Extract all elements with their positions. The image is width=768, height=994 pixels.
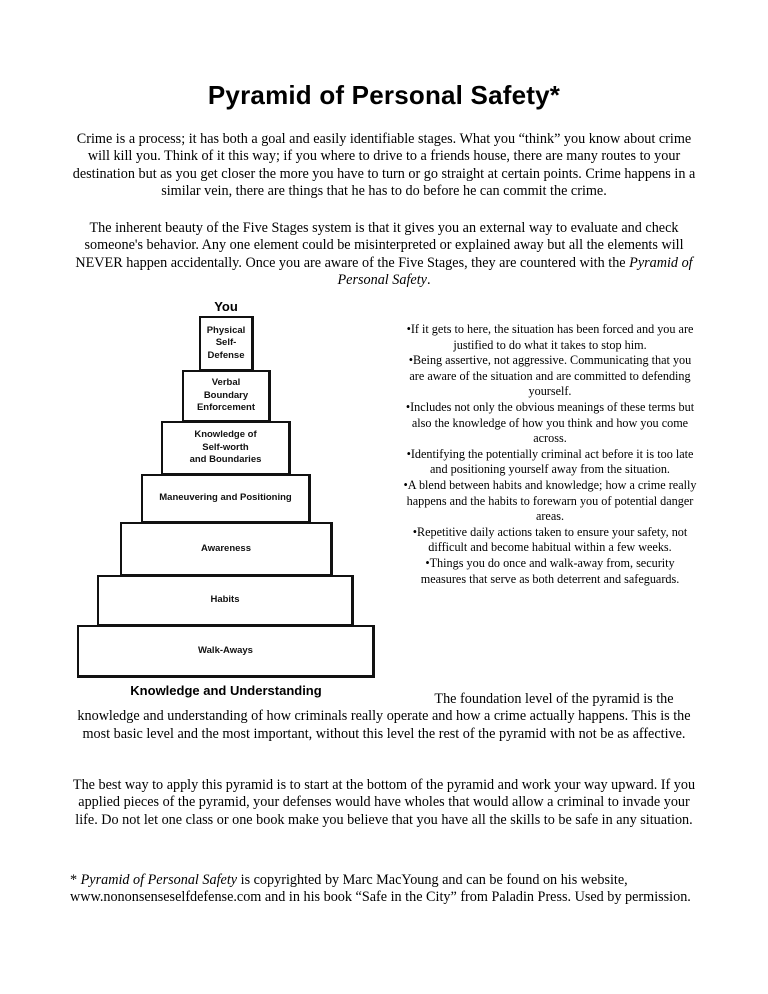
tier-physical-self-defense: Physical Self- Defense <box>199 316 254 372</box>
pyramid-bottom-label: Knowledge and Understanding <box>130 683 322 698</box>
description-walk-aways: •Things you do once and walk-away from, security measures that serve as both deterrent and safeguards. <box>420 555 680 586</box>
tier-verbal-boundary-enforcement: Verbal Boundary Enforcement <box>182 370 271 423</box>
foundation-lead: The foundation level of the pyramid is the <box>434 691 674 707</box>
tier-descriptions <box>402 322 698 587</box>
pyramid-top-label: You <box>214 299 238 314</box>
footnote-text: is copyrighted by Marc MacYoung and can be found on his website, www.nononsenseselfdefense.com and in his book “Safe in the City” from Paladin Press. Used by permission. <box>70 872 691 906</box>
description-knowledge-of-self-worth: •Includes not only the obvious meanings of these terms but also the knowledge of how you think and how you come across. <box>405 399 695 446</box>
tier-knowledge-of-self-worth: Knowledge of Self-worth and Boundaries <box>161 421 291 476</box>
footnote-star: * <box>70 872 81 888</box>
apply-paragraph: The best way to apply this pyramid is to start at the bottom of the pyramid and work your way upward. If you applied pieces of the pyramid, your defenses would have wholes that would allow a criminal to invade your life. Do not let one class or one book make you believe that you have all the skills to be safe in any situation. <box>72 777 696 828</box>
footnote <box>70 872 710 907</box>
description-physical-self-defense: •If it gets to here, the situation has been forced and you are justified to do what it takes to stop him. <box>406 322 694 352</box>
five-stages-end: . <box>426 272 431 289</box>
description-verbal-boundary-enforcement: •Being assertive, not aggressive. Communicating that you are aware of the situation and are committed to defending yourself. <box>408 353 692 399</box>
tier-maneuvering-and-positioning: Maneuvering and Positioning <box>141 474 311 524</box>
description-maneuvering-and-positioning: •Identifying the potentially criminal act before it is too late and positioning yourself away from the situation. <box>406 446 694 477</box>
pyramid-name-italic: Pyramid of Personal Safety <box>337 254 693 289</box>
tier-awareness: Awareness <box>120 522 333 577</box>
intro-paragraph: Crime is a process; it has both a goal and easily identifiable stages. What you “think” you know about crime will kill you. Think of it this way; if you where to drive to a friends house, there are many routes to your destination but as you get closer the more you have to turn or go straight at certain points. Crime happens in a similar vein, there are things that he has to do before he can commit the crime. <box>72 131 696 200</box>
foundation-rest: knowledge and understanding of how criminals really operate and how a crime actually happens. This is the most basic level and the most important, without this level the rest of the pyramid with not be as affective. <box>77 708 691 742</box>
description-awareness: •A blend between habits and knowledge; how a crime really happens and the habits to forewarn you of potential danger areas. <box>403 477 697 524</box>
tier-habits: Habits <box>97 575 354 627</box>
five-stages-paragraph <box>66 220 702 290</box>
five-stages-text: The inherent beauty of the Five Stages system is that it gives you an external way to evaluate and check someone's behavior. Any one element could be misinterpreted or explained away but all the elements will NEVER happen accidentally. Once you are aware of the Five Stages, they are countered with the <box>75 220 684 271</box>
description-habits: •Repetitive daily actions taken to ensure your safety, not difficult and become habitual within a few weeks. <box>412 524 688 555</box>
foundation-paragraph <box>66 691 702 743</box>
tier-walk-aways: Walk-Aways <box>77 625 375 678</box>
footnote-italic: Pyramid of Personal Safety <box>80 872 238 888</box>
page-title: Pyramid of Personal Safety* <box>207 80 561 110</box>
